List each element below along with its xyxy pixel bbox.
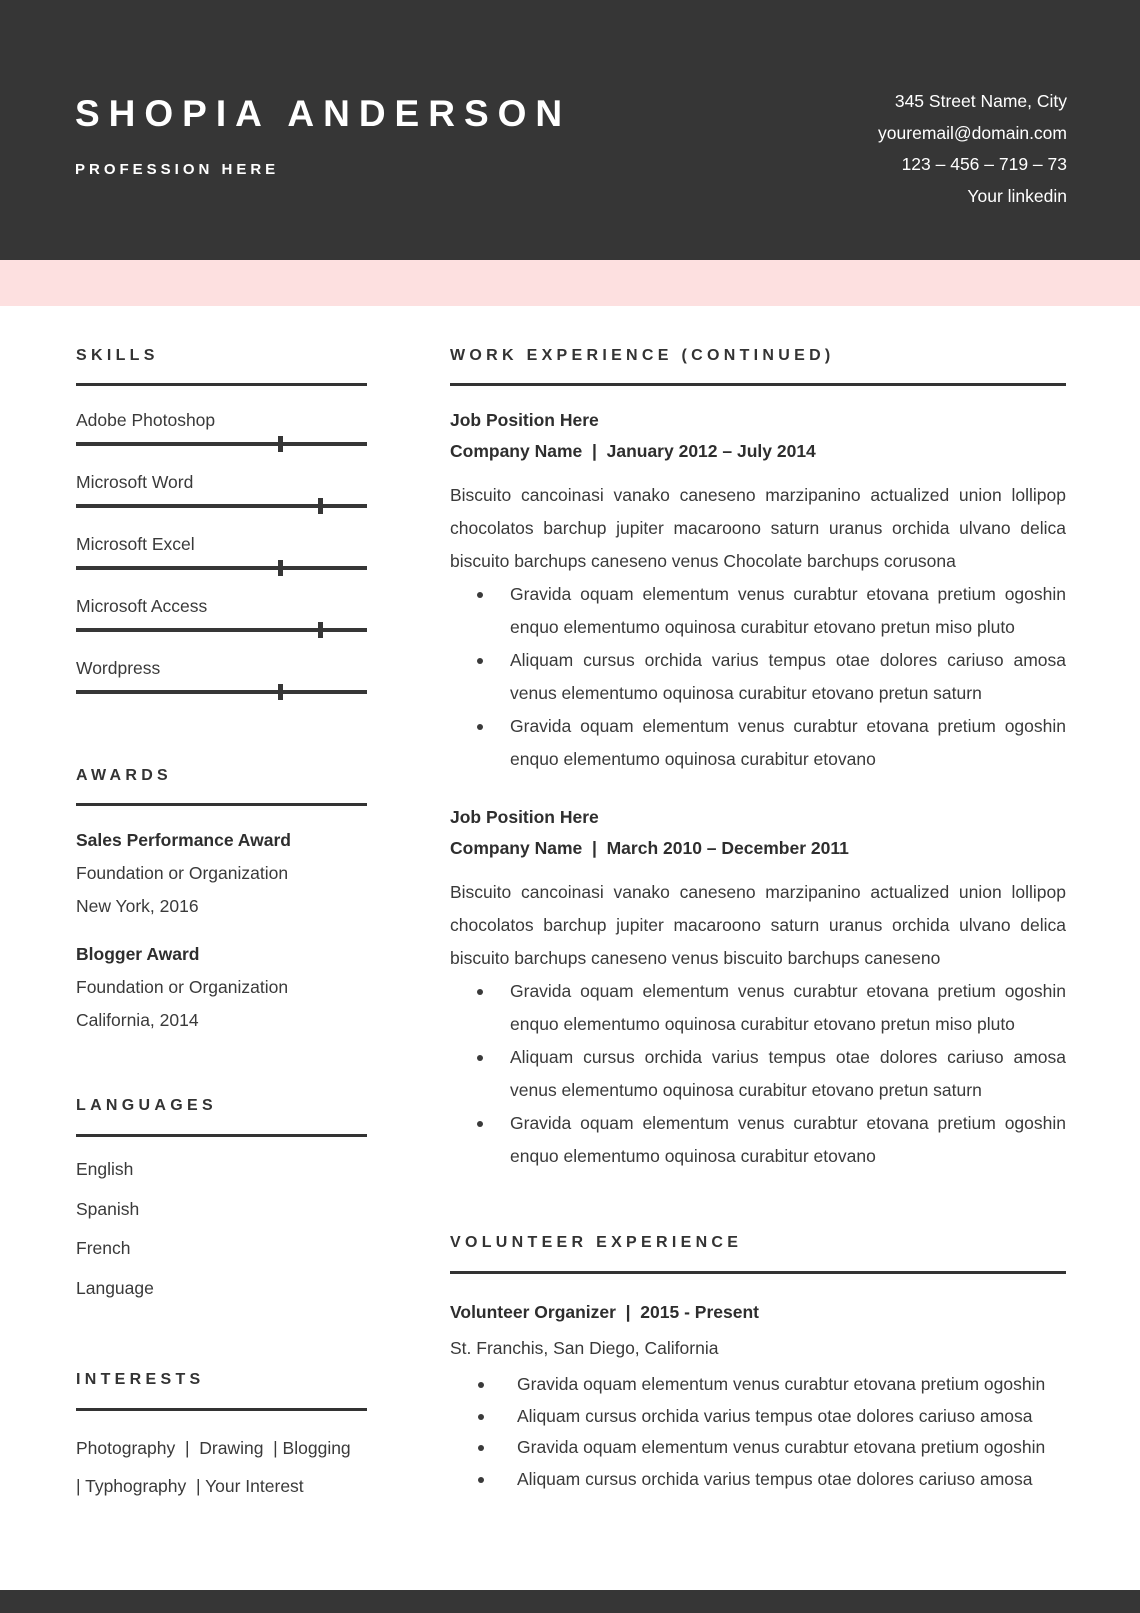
volunteer-location: St. Franchis, San Diego, California	[450, 1338, 719, 1358]
skill-name: Adobe Photoshop	[76, 410, 216, 430]
skill-name: Wordpress	[76, 658, 161, 678]
languages-divider	[76, 1134, 367, 1137]
job-description: Biscuito cancoinasi vanako caneseno marzipanino actualized union lollipop chocolatos barchup jupiter macaroono saturn uranus orchida ulvano delica biscuito barchups caneseno venus Chocolate barchups corusona	[450, 485, 1066, 571]
awards-divider	[76, 803, 367, 806]
award-item	[76, 824, 291, 923]
skill-item	[76, 534, 367, 574]
skill-bar	[76, 690, 367, 694]
award-name: Sales Performance Award	[76, 830, 291, 850]
job-entry	[450, 802, 1066, 1173]
contact-info	[878, 86, 1067, 212]
award-location-year: California, 2014	[76, 1010, 199, 1030]
award-location-year: New York, 2016	[76, 896, 199, 916]
volunteer-heading: VOLUNTEER EXPERIENCE	[450, 1234, 743, 1251]
languages-heading: LANGUAGES	[76, 1097, 217, 1114]
skill-level-marker	[278, 684, 283, 700]
skill-bar	[76, 566, 367, 570]
skill-level-marker	[318, 498, 323, 514]
skill-bar	[76, 442, 367, 446]
languages-list	[76, 1150, 154, 1308]
job-position: Job Position Here	[450, 807, 599, 827]
contact-address: 345 Street Name, City	[894, 91, 1067, 111]
job-bullet: Gravida oquam elementum venus curabtur etovana pretium ogoshin enquo elementumo oquinosa curabitur etovano	[450, 710, 1066, 776]
interests-heading: INTERESTS	[76, 1371, 205, 1388]
award-item	[76, 938, 288, 1037]
job-bullet: Aliquam cursus orchida varius tempus otae dolores cariuso amosa venus elementumo oquinosa curabitur etovano pretun saturn	[450, 1041, 1066, 1107]
skills-divider	[76, 383, 367, 386]
job-entry	[450, 405, 1066, 776]
job-bullet: Gravida oquam elementum venus curabtur etovana pretium ogoshin enquo elementumo oquinosa curabitur etovano	[450, 1107, 1066, 1173]
interests-list	[76, 1430, 396, 1505]
volunteer-bullet: Aliquam cursus orchida varius tempus otae dolores cariuso amosa	[450, 1401, 1066, 1433]
skill-level-marker	[278, 436, 283, 452]
volunteer-bullet: Gravida oquam elementum venus curabtur etovana pretium ogoshin	[450, 1432, 1066, 1464]
work-experience-heading: WORK EXPERIENCE (CONTINUED)	[450, 347, 835, 364]
interests-line: | Typhography | Your Interest	[76, 1475, 304, 1496]
job-bullet: Gravida oquam elementum venus curabtur etovana pretium ogoshin enquo elementumo oquinosa curabitur etovano pretun miso pluto	[450, 975, 1066, 1041]
skill-item	[76, 472, 367, 512]
candidate-name: SHOPIA ANDERSON	[75, 93, 572, 134]
award-organization: Foundation or Organization	[76, 863, 289, 883]
skill-name: Microsoft Word	[76, 472, 194, 492]
interests-line: Photography | Drawing | Blogging	[76, 1438, 351, 1458]
interests-divider	[76, 1408, 367, 1411]
resume-header	[0, 0, 1140, 260]
job-bullets	[450, 578, 1066, 776]
contact-phone: 123 – 456 – 719 – 73	[901, 154, 1067, 174]
contact-linkedin: Your linkedin	[967, 185, 1067, 206]
volunteer-bullets	[450, 1369, 1066, 1495]
language-item: English	[76, 1159, 134, 1179]
skill-item	[76, 596, 367, 636]
job-company-dates: Company Name | January 2012 – July 2014	[450, 441, 816, 461]
contact-email: youremail@domain.com	[878, 122, 1067, 143]
volunteer-entry	[450, 1294, 1066, 1366]
job-company-dates: Company Name | March 2010 – December 2011	[450, 838, 849, 858]
language-item: Language	[76, 1277, 154, 1298]
language-item: French	[76, 1238, 131, 1258]
skill-name: Microsoft Access	[76, 596, 208, 616]
volunteer-bullet: Gravida oquam elementum venus curabtur etovana pretium ogoshin	[450, 1369, 1066, 1401]
accent-band	[0, 260, 1140, 306]
skill-item	[76, 658, 367, 698]
job-position: Job Position Here	[450, 410, 599, 430]
skill-level-marker	[318, 622, 323, 638]
volunteer-role: Volunteer Organizer | 2015 - Present	[450, 1302, 759, 1322]
skill-level-marker	[278, 560, 283, 576]
job-description: Biscuito cancoinasi vanako caneseno marzipanino actualized union lollipop chocolatos barchup jupiter macaroono saturn uranus orchida ulvano delica biscuito barchups caneseno venus biscuito barchups caneseno	[450, 882, 1066, 968]
job-bullets	[450, 975, 1066, 1173]
award-organization: Foundation or Organization	[76, 977, 289, 997]
profession-title: PROFESSION HERE	[75, 161, 280, 178]
volunteer-divider	[450, 1271, 1066, 1274]
skills-heading: SKILLS	[76, 347, 159, 364]
volunteer-bullet: Aliquam cursus orchida varius tempus otae dolores cariuso amosa	[450, 1464, 1066, 1496]
skill-item	[76, 410, 367, 450]
language-item: Spanish	[76, 1198, 140, 1219]
resume-footer	[0, 1590, 1140, 1613]
awards-heading: AWARDS	[76, 767, 173, 784]
award-name: Blogger Award	[76, 944, 200, 964]
work-experience-divider	[450, 383, 1066, 386]
skill-name: Microsoft Excel	[76, 534, 195, 554]
job-bullet: Aliquam cursus orchida varius tempus otae dolores cariuso amosa venus elementumo oquinosa curabitur etovano pretun saturn	[450, 644, 1066, 710]
job-bullet: Gravida oquam elementum venus curabtur etovana pretium ogoshin enquo elementumo oquinosa curabitur etovano pretun miso pluto	[450, 578, 1066, 644]
